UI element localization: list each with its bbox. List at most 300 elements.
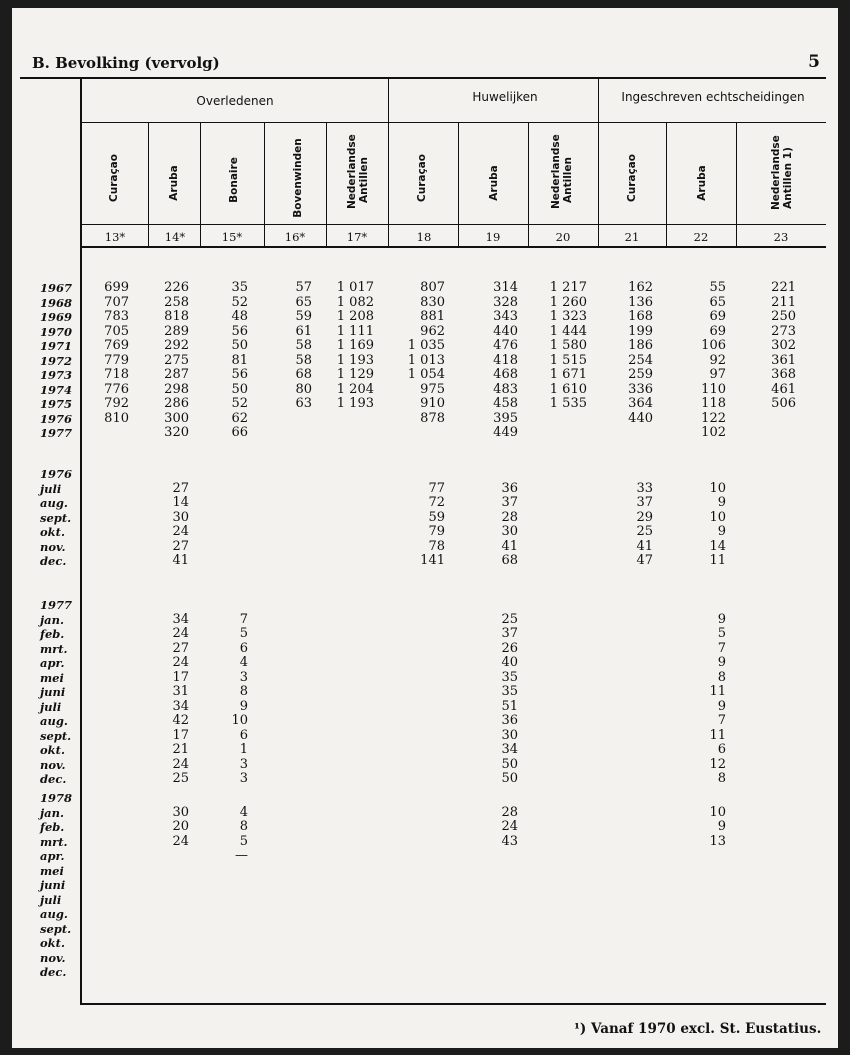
table-cell: 11 [709, 553, 726, 568]
data-column [69, 467, 129, 569]
period-label: sept. [40, 728, 72, 743]
table-cell [314, 685, 374, 700]
period-label: mrt. [40, 641, 68, 656]
table-cell: 705 [104, 323, 129, 339]
table-cell [252, 671, 312, 686]
table-cell [666, 936, 726, 951]
table-cell [129, 791, 189, 806]
data-column [129, 598, 189, 787]
table-cell [69, 642, 129, 657]
period-label: mrt. [40, 834, 68, 849]
table-cell: 1 054 [407, 367, 445, 382]
table-cell: 97 [709, 367, 726, 382]
table-cell [593, 685, 653, 700]
table-cell [527, 907, 587, 922]
table-cell [593, 598, 653, 613]
table-cell: 27 [172, 480, 189, 496]
table-cell: 56 [231, 323, 248, 339]
table-cell: 37 [501, 626, 518, 641]
table-cell [385, 806, 445, 821]
period-label: aug. [40, 714, 68, 728]
table-cell [593, 627, 653, 642]
table-cell: 7 [717, 713, 726, 728]
table-cell [252, 965, 312, 980]
table-cell [666, 907, 726, 922]
table-cell: 37 [636, 495, 653, 510]
table-cell: 24 [172, 655, 189, 670]
table-cell: 92 [709, 352, 726, 368]
data-column [385, 467, 445, 569]
table-cell [188, 965, 248, 980]
data-column [736, 791, 796, 980]
table-cell: 12 [709, 756, 726, 772]
group-bottom-rule [80, 122, 826, 123]
period-label: 1970 [40, 324, 73, 339]
table-cell [314, 511, 374, 526]
table-cell [69, 907, 129, 922]
table-cell: 328 [493, 294, 518, 310]
table-cell [527, 893, 587, 908]
col-number: 22 [693, 230, 709, 244]
table-cell [666, 598, 726, 613]
table-cell [527, 758, 587, 773]
period-label: jan. [40, 805, 64, 820]
period-label: aug. [40, 496, 68, 510]
period-label: nov. [40, 757, 66, 772]
table-cell [129, 598, 189, 613]
table-cell [129, 922, 189, 937]
table-cell: 1 610 [549, 381, 587, 397]
table-cell: 1 444 [549, 323, 587, 339]
table-cell: 69 [709, 323, 726, 339]
table-cell [527, 467, 587, 482]
table-cell: 14 [172, 495, 189, 510]
table-cell [593, 806, 653, 821]
table-cell [385, 791, 445, 806]
table-cell [314, 743, 374, 758]
table-cell [385, 729, 445, 744]
data-column [252, 791, 312, 980]
table-cell: 476 [493, 338, 518, 353]
table-cell [69, 806, 129, 821]
table-cell [252, 685, 312, 700]
table-cell [736, 772, 796, 787]
table-cell [736, 525, 796, 540]
table-cell [458, 936, 518, 951]
col-number: 15* [221, 230, 243, 244]
table-cell [314, 656, 374, 671]
table-cell [252, 511, 312, 526]
table-cell [385, 820, 445, 835]
table-cell: 818 [164, 309, 189, 324]
table-cell [527, 685, 587, 700]
page-number: 5 [808, 52, 820, 72]
table-cell [129, 893, 189, 908]
table-cell [385, 772, 445, 787]
table-cell: 1 129 [336, 367, 374, 382]
col-label-bovenwinden: Bovenwinden [292, 138, 304, 218]
data-column [666, 791, 726, 980]
table-cell: — [235, 848, 248, 863]
table-cell [314, 700, 374, 715]
period-label: nov. [40, 539, 66, 554]
table-cell: 162 [628, 280, 653, 295]
table-cell: 14 [709, 538, 726, 554]
table-cell [527, 540, 587, 555]
table-cell: 106 [701, 338, 726, 353]
period-label: 1967 [40, 281, 73, 295]
table-cell: 8 [717, 771, 726, 786]
table-cell [593, 965, 653, 980]
table-cell: 77 [428, 480, 445, 496]
table-cell [314, 554, 374, 569]
table-cell [252, 482, 312, 497]
table-cell: 5 [239, 626, 248, 641]
table-cell: 52 [231, 294, 248, 310]
table-cell [593, 936, 653, 951]
table-cell [458, 849, 518, 864]
table-cell: 1 580 [549, 338, 587, 353]
table-cell: 50 [501, 771, 518, 786]
table-cell [252, 951, 312, 966]
table-cell [736, 656, 796, 671]
table-cell: 63 [295, 396, 312, 411]
period-label: nov. [40, 950, 66, 965]
table-cell: 35 [231, 280, 248, 295]
table-cell [593, 700, 653, 715]
footnote: ¹) Vanaf 1970 excl. St. Eustatius. [574, 1021, 822, 1037]
table-cell: 1 082 [336, 294, 374, 310]
table-cell [736, 743, 796, 758]
table-cell: 273 [771, 323, 796, 339]
data-column [314, 281, 374, 441]
table-cell [385, 467, 445, 482]
table-cell [252, 758, 312, 773]
table-cell [527, 772, 587, 787]
table-cell: 24 [172, 626, 189, 641]
table-cell [458, 598, 518, 613]
col-number: 18 [416, 230, 432, 244]
data-column [129, 791, 189, 980]
data-column [593, 467, 653, 569]
table-cell: 8 [717, 669, 726, 685]
table-cell [69, 627, 129, 642]
table-cell [252, 467, 312, 482]
col-number: 16* [284, 230, 306, 244]
table-cell [458, 907, 518, 922]
col-number: 20 [555, 230, 571, 244]
table-cell: 118 [701, 396, 726, 411]
table-cell [527, 511, 587, 526]
table-cell: 17 [172, 727, 189, 743]
table-cell: 31 [172, 684, 189, 699]
table-cell: 56 [231, 367, 248, 382]
table-cell: 314 [493, 280, 518, 295]
table-cell: 9 [717, 698, 726, 714]
table-cell [314, 671, 374, 686]
table-cell [252, 554, 312, 569]
col-number: 13* [104, 230, 126, 244]
table-cell [736, 714, 796, 729]
table-cell: 62 [231, 410, 248, 426]
table-cell [69, 772, 129, 787]
period-label: 1973 [40, 368, 73, 382]
period-label: 1976 [40, 467, 73, 481]
table-cell [736, 907, 796, 922]
table-cell: 1 035 [407, 338, 445, 353]
table-cell: 1 [239, 742, 248, 757]
data-column [458, 791, 518, 980]
table-cell [314, 922, 374, 937]
table-cell: 20 [172, 819, 189, 834]
table-cell: 41 [172, 553, 189, 568]
data-column [736, 467, 796, 569]
table-cell: 5 [239, 833, 248, 849]
table-cell [69, 791, 129, 806]
table-cell: 343 [493, 309, 518, 324]
table-cell [314, 642, 374, 657]
data-column [385, 791, 445, 980]
table-cell: 250 [771, 309, 796, 324]
table-cell [69, 511, 129, 526]
period-label: mei [40, 670, 64, 685]
table-cell: 461 [771, 381, 796, 397]
group-divider-2 [598, 78, 599, 248]
table-cell [69, 656, 129, 671]
table-cell [527, 700, 587, 715]
table-cell: 3 [239, 669, 248, 685]
table-cell [188, 936, 248, 951]
table-cell: 66 [231, 425, 248, 440]
period-label: 1977 [40, 426, 73, 440]
data-column [188, 281, 248, 441]
table-cell [736, 729, 796, 744]
table-cell [593, 893, 653, 908]
table-cell [736, 671, 796, 686]
table-top-rule [20, 77, 826, 79]
table-cell [593, 951, 653, 966]
table-cell: 211 [771, 294, 796, 310]
table-cell [593, 671, 653, 686]
table-cell [188, 864, 248, 879]
period-label: 1978 [40, 791, 73, 805]
table-cell [314, 540, 374, 555]
table-cell: 61 [295, 323, 312, 339]
col-number: 23 [773, 230, 789, 244]
table-cell [188, 922, 248, 937]
table-cell: 4 [239, 655, 248, 670]
table-cell [593, 714, 653, 729]
table-cell: 9 [717, 819, 726, 834]
table-cell [314, 729, 374, 744]
table-cell [252, 656, 312, 671]
table-cell [736, 893, 796, 908]
table-cell: 58 [295, 352, 312, 368]
table-cell [69, 554, 129, 569]
col-label-curacao-huw: Curaçao [416, 154, 428, 202]
table-cell: 320 [164, 425, 189, 440]
table-cell [593, 878, 653, 893]
period-label: dec. [40, 554, 67, 568]
table-cell [188, 511, 248, 526]
table-cell [69, 729, 129, 744]
data-column [458, 467, 518, 569]
data-column [385, 598, 445, 787]
table-cell: 34 [172, 698, 189, 714]
table-cell [252, 922, 312, 937]
group-overledenen: Overledenen [196, 94, 274, 108]
table-cell: 25 [636, 524, 653, 539]
table-cell: 25 [172, 771, 189, 786]
table-cell [314, 893, 374, 908]
table-cell: 11 [709, 727, 726, 743]
table-cell [314, 426, 374, 441]
table-cell [252, 540, 312, 555]
table-cell: 17 [172, 669, 189, 685]
col-label-ned-antillen-huw: Nederlandse Antillen [550, 134, 574, 209]
table-cell: 810 [104, 410, 129, 426]
table-cell [593, 922, 653, 937]
table-cell: 36 [501, 480, 518, 496]
table-cell [736, 554, 796, 569]
table-cell: 25 [501, 611, 518, 627]
period-label: okt. [40, 525, 65, 539]
table-cell [458, 467, 518, 482]
table-cell: 1 013 [407, 352, 445, 368]
table-cell [736, 965, 796, 980]
table-cell [593, 820, 653, 835]
table-cell: 336 [628, 381, 653, 397]
data-column [593, 598, 653, 787]
period-label: feb. [40, 627, 65, 641]
table-cell [314, 806, 374, 821]
period-label: juni [40, 685, 66, 699]
table-cell: 483 [493, 381, 518, 397]
table-cell [385, 656, 445, 671]
table-cell [314, 878, 374, 893]
table-cell: 13 [709, 833, 726, 849]
table-cell [666, 878, 726, 893]
table-cell [458, 965, 518, 980]
table-cell: 368 [771, 367, 796, 382]
col-label-curacao-echt: Curaçao [626, 154, 638, 202]
table-cell [736, 685, 796, 700]
period-label: 1971 [40, 339, 73, 353]
data-column [458, 598, 518, 787]
table-cell [129, 907, 189, 922]
period-label: sept. [40, 921, 72, 936]
table-cell [527, 656, 587, 671]
table-cell: 807 [420, 280, 445, 295]
table-cell [527, 936, 587, 951]
table-cell [458, 893, 518, 908]
period-label: 1976 [40, 411, 73, 426]
table-cell [385, 685, 445, 700]
table-cell [69, 700, 129, 715]
table-cell [252, 714, 312, 729]
table-cell [385, 743, 445, 758]
col-number: 17* [346, 230, 368, 244]
table-cell [593, 772, 653, 787]
period-label: okt. [40, 743, 65, 757]
table-cell: 440 [493, 323, 518, 339]
table-cell: 6 [239, 640, 248, 656]
table-cell: 1 323 [549, 309, 587, 324]
table-cell: 30 [501, 727, 518, 743]
period-label: 1968 [40, 295, 73, 310]
table-cell [666, 467, 726, 482]
table-cell [252, 936, 312, 951]
table-cell: 287 [164, 367, 189, 382]
table-cell [736, 412, 796, 427]
table-cell [527, 743, 587, 758]
table-cell [188, 893, 248, 908]
table-cell [458, 922, 518, 937]
table-cell: 910 [420, 396, 445, 411]
table-cell: 35 [501, 669, 518, 685]
table-cell: 37 [501, 495, 518, 510]
table-cell [527, 965, 587, 980]
table-cell [527, 613, 587, 628]
table-cell [527, 627, 587, 642]
table-cell [385, 758, 445, 773]
colnum-top-rule [80, 224, 826, 225]
table-cell [385, 671, 445, 686]
table-cell [314, 598, 374, 613]
table-cell: 718 [104, 367, 129, 382]
col-number: 14* [164, 230, 186, 244]
table-cell [314, 496, 374, 511]
table-cell: 41 [501, 538, 518, 554]
table-cell: 302 [771, 338, 796, 353]
table-cell [69, 820, 129, 835]
page [12, 8, 838, 1048]
data-column [527, 598, 587, 787]
table-cell [666, 951, 726, 966]
table-cell [252, 613, 312, 628]
table-cell [188, 878, 248, 893]
table-cell [252, 864, 312, 879]
table-cell: 55 [709, 280, 726, 295]
table-cell: 68 [295, 367, 312, 382]
col-divider [458, 122, 459, 248]
table-cell: 24 [172, 756, 189, 772]
table-cell [736, 700, 796, 715]
table-cell [593, 907, 653, 922]
data-column [188, 791, 248, 980]
table-cell: 1 535 [549, 396, 587, 411]
table-cell [736, 598, 796, 613]
table-cell: 364 [628, 396, 653, 411]
table-cell [69, 893, 129, 908]
table-cell [129, 467, 189, 482]
table-cell [736, 806, 796, 821]
table-cell: 65 [709, 294, 726, 310]
table-cell: 10 [231, 713, 248, 728]
table-cell: 361 [771, 352, 796, 368]
table-cell: 10 [709, 480, 726, 496]
table-cell: 33 [636, 480, 653, 496]
period-label: 1977 [40, 598, 73, 612]
table-cell: 440 [628, 410, 653, 426]
table-cell [69, 758, 129, 773]
table-cell: 258 [164, 294, 189, 310]
table-cell: 27 [172, 640, 189, 656]
table-cell [736, 820, 796, 835]
table-cell [527, 714, 587, 729]
table-cell [314, 758, 374, 773]
table-cell: 458 [493, 396, 518, 411]
